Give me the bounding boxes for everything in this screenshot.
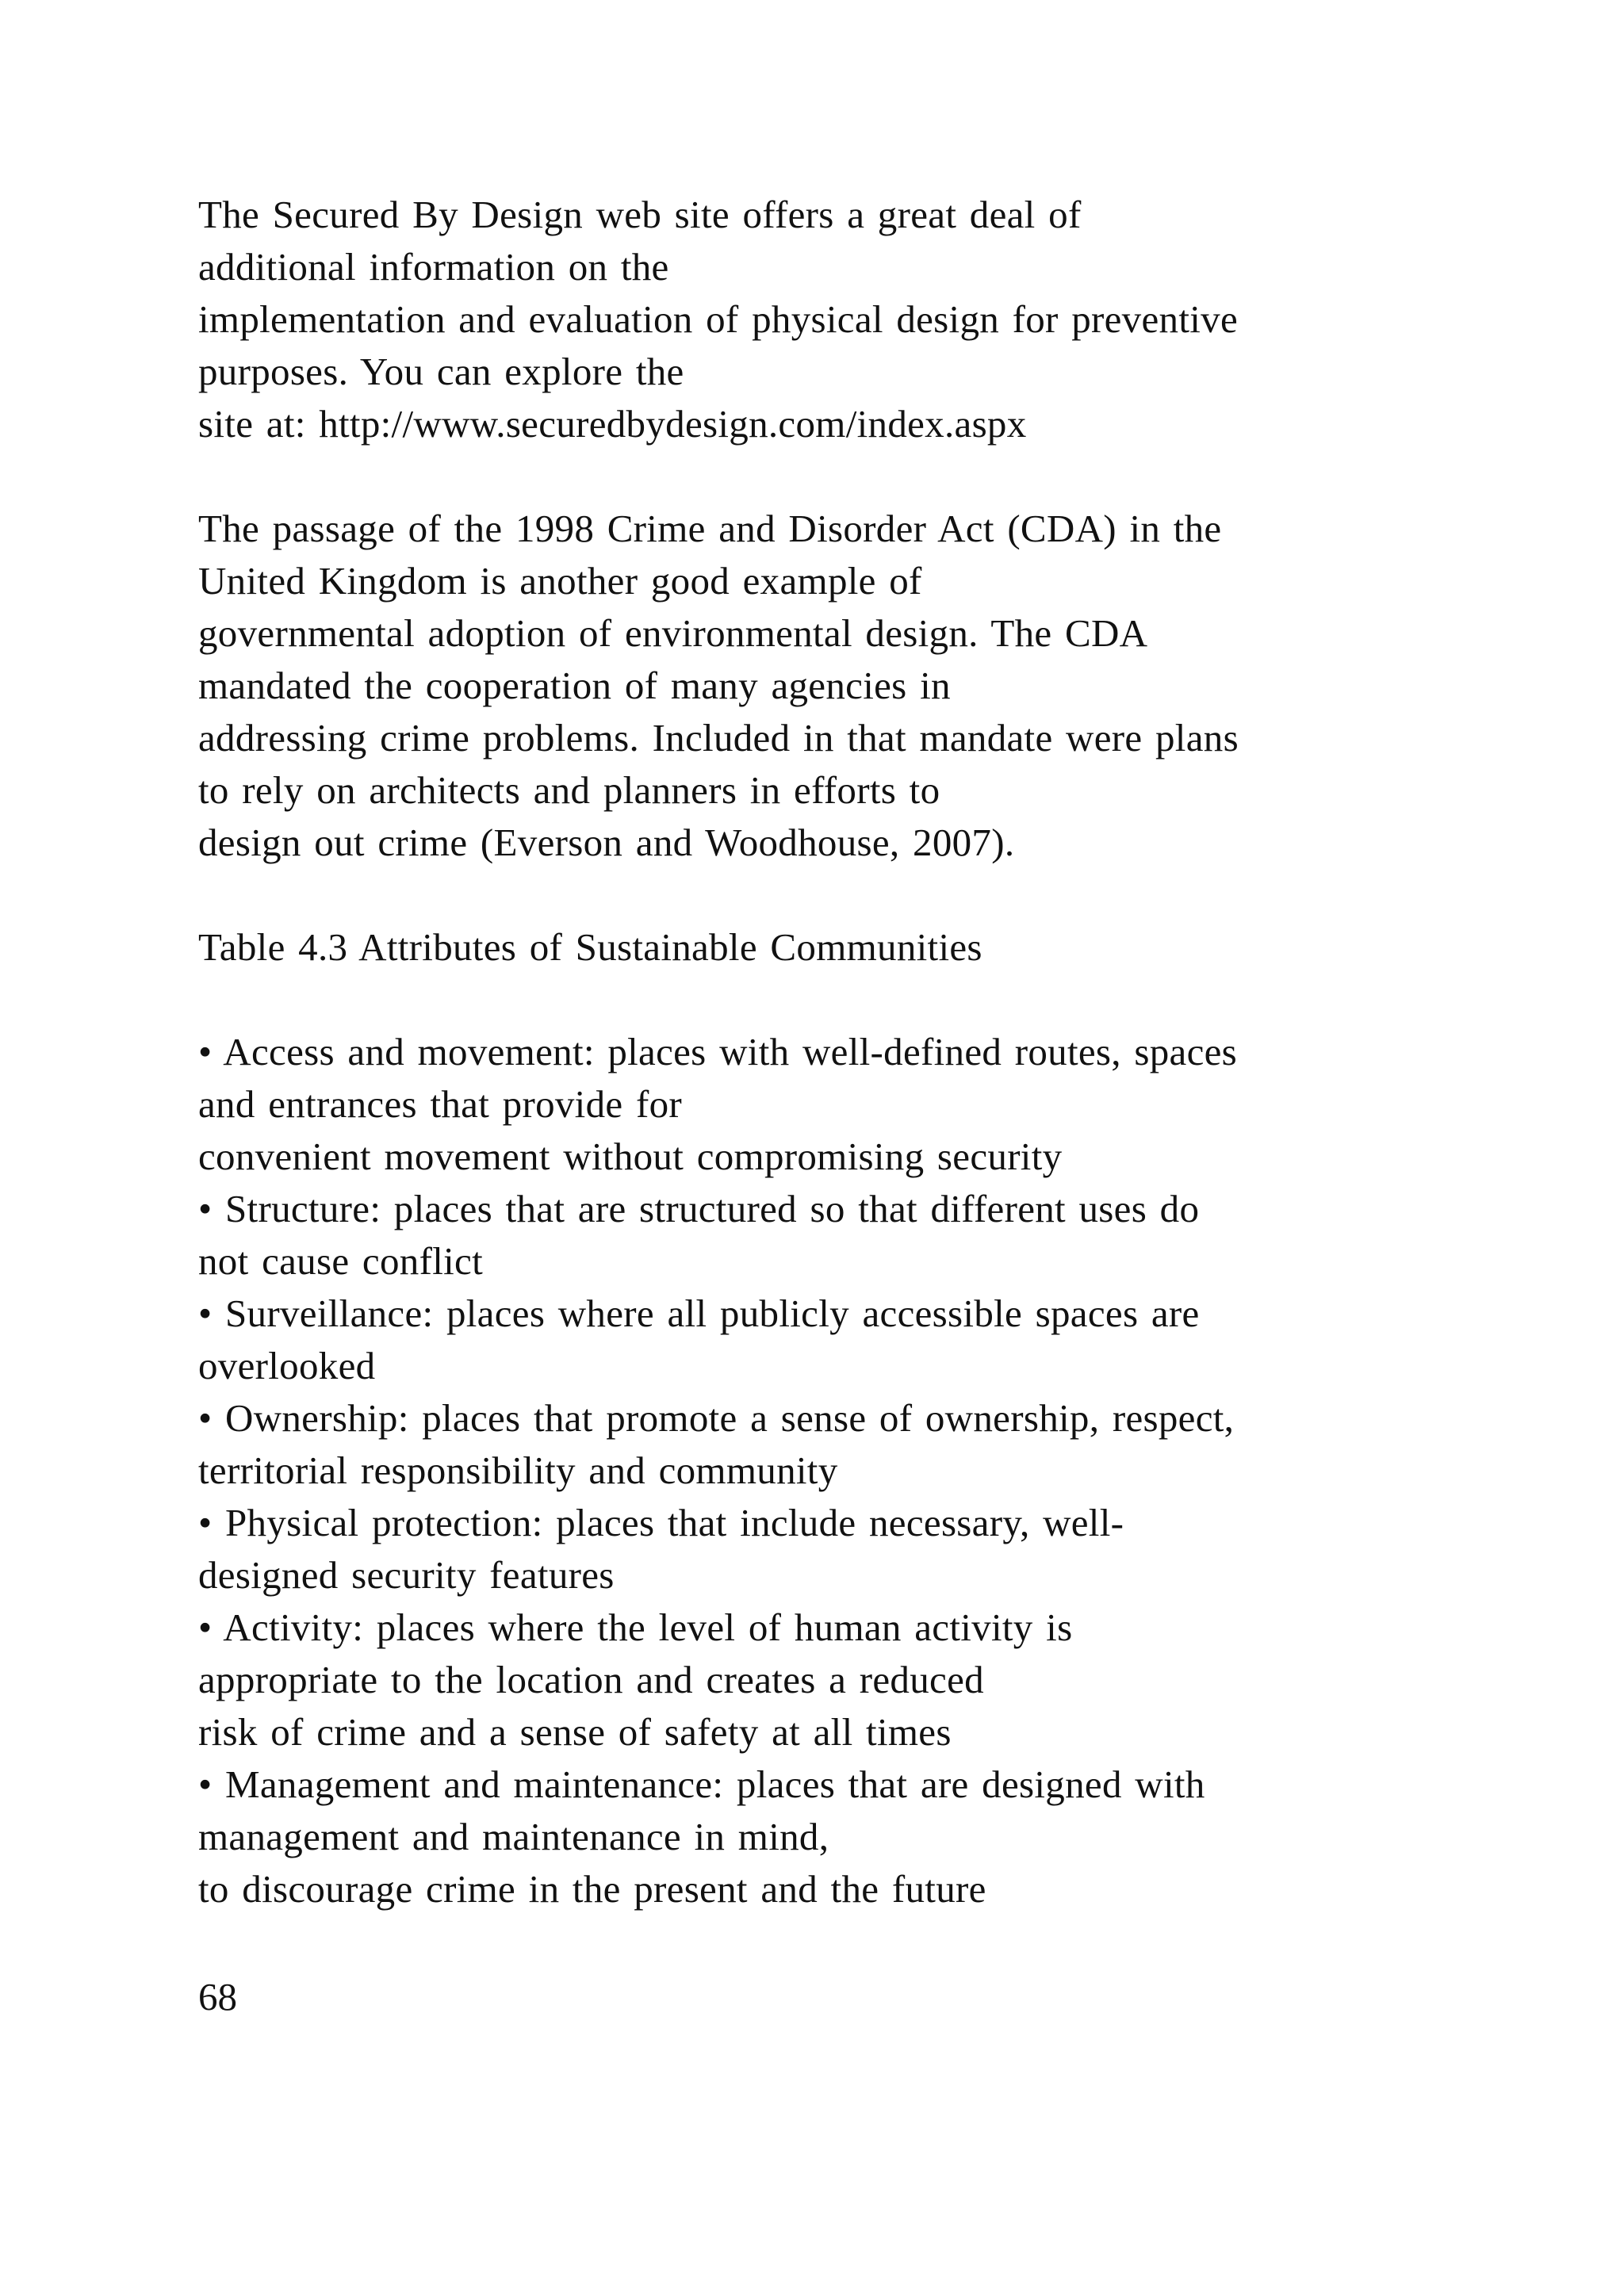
list-item-line: overlooked [198, 1344, 376, 1387]
list-item-line: and entrances that provide for [198, 1082, 683, 1126]
list-item-activity [198, 1601, 1467, 1758]
paragraph-gap [198, 450, 1467, 503]
list-item-management-and-maintenance [198, 1758, 1467, 1915]
list-item-line: • Activity: places where the level of human activity is [198, 1605, 1073, 1649]
text-line: additional information on the [198, 245, 669, 289]
paragraph-secured-by-design [198, 189, 1467, 450]
text-line: United Kingdom is another good example of [198, 559, 922, 603]
list-item-surveillance [198, 1288, 1467, 1392]
list-item-line: • Physical protection: places that include necessary, well- [198, 1501, 1124, 1544]
attribute-list [198, 1026, 1467, 1915]
list-item-line: • Surveillance: places where all publicly accessible spaces are [198, 1292, 1200, 1335]
text-line: to rely on architects and planners in efforts to [198, 768, 940, 812]
text-line: implementation and evaluation of physical design for preventive [198, 297, 1238, 341]
list-item-line: • Access and movement: places with well-defined routes, spaces [198, 1030, 1238, 1073]
paragraph-gap [198, 974, 1467, 1026]
page-number: 68 [198, 1975, 237, 2019]
page-body [198, 189, 1467, 1915]
list-item-structure [198, 1183, 1467, 1288]
list-item-line: • Ownership: places that promote a sense of ownership, respect, [198, 1396, 1235, 1440]
text-line: governmental adoption of environmental design. The CDA [198, 611, 1148, 655]
text-line: The Secured By Design web site offers a great deal of [198, 193, 1082, 236]
paragraph-gap [198, 869, 1467, 921]
text-line: addressing crime problems. Included in that mandate were plans [198, 716, 1239, 760]
list-item-line: designed security features [198, 1553, 615, 1597]
list-item-line: risk of crime and a sense of safety at all times [198, 1710, 952, 1754]
list-item-line: convenient movement without compromising security [198, 1135, 1063, 1178]
paragraph-crime-and-disorder-act [198, 503, 1467, 869]
list-item-line: not cause conflict [198, 1239, 483, 1283]
list-item-line: • Structure: places that are structured so that different uses do [198, 1187, 1200, 1230]
list-item-line: to discourage crime in the present and the future [198, 1867, 986, 1911]
text-line: purposes. You can explore the [198, 350, 684, 393]
list-item-ownership [198, 1392, 1467, 1497]
list-item-line: territorial responsibility and community [198, 1448, 838, 1492]
list-item-access-and-movement [198, 1026, 1467, 1183]
list-item-line: • Management and maintenance: places that are designed with [198, 1762, 1205, 1806]
list-item-line: management and maintenance in mind, [198, 1815, 829, 1858]
text-line: design out crime (Everson and Woodhouse, 2007). [198, 821, 1015, 864]
list-item-line: appropriate to the location and creates a reduced [198, 1658, 984, 1701]
list-item-physical-protection [198, 1497, 1467, 1601]
text-line: mandated the cooperation of many agencies in [198, 664, 951, 707]
text-line: The passage of the 1998 Crime and Disorder Act (CDA) in the [198, 507, 1222, 550]
table-caption: Table 4.3 Attributes of Sustainable Communities [198, 925, 982, 969]
text-line-url: site at: http://www.securedbydesign.com/index.aspx [198, 402, 1027, 446]
